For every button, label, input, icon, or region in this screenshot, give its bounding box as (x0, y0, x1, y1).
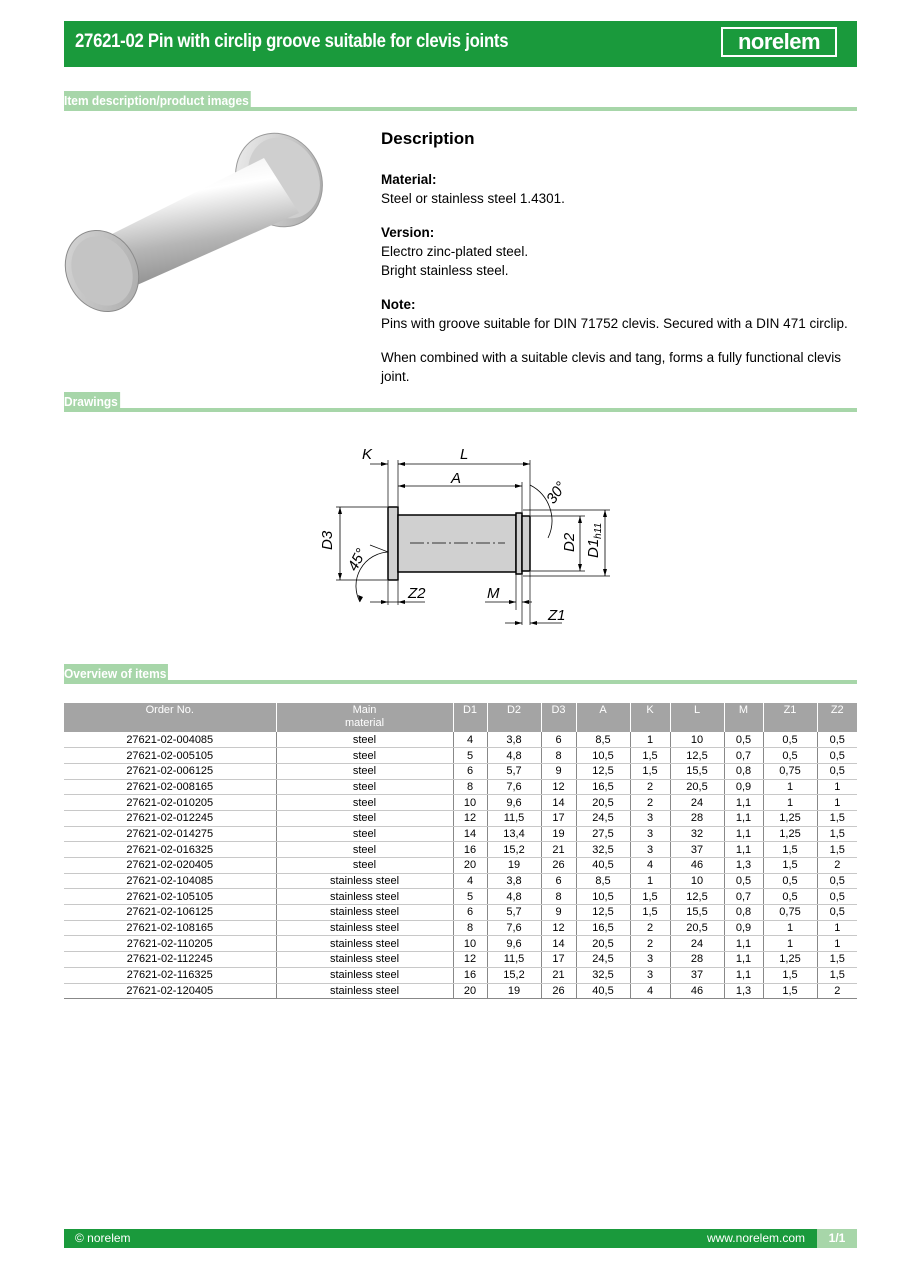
table-cell: 7,6 (487, 920, 541, 936)
table-cell: 10 (453, 936, 487, 952)
column-header[interactable]: Order No. (64, 703, 276, 732)
table-cell: 20 (453, 858, 487, 874)
order-number-cell: 27621-02-112245 (64, 952, 276, 968)
table-cell: 20,5 (670, 779, 724, 795)
table-cell: 20,5 (670, 920, 724, 936)
table-cell: 1,3 (724, 858, 763, 874)
order-number-cell: 27621-02-005105 (64, 748, 276, 764)
table-cell: 0,5 (763, 873, 817, 889)
table-cell: 1,5 (630, 748, 670, 764)
table-cell: 1,1 (724, 826, 763, 842)
dim-label-angle-30: 30° (543, 478, 571, 508)
table-cell: 37 (670, 967, 724, 983)
column-header[interactable]: D1 (453, 703, 487, 732)
table-cell: 0,5 (817, 732, 857, 748)
table-cell: 4 (630, 858, 670, 874)
column-header[interactable]: Main material (276, 703, 453, 732)
technical-drawing (300, 440, 620, 635)
table-cell: stainless steel (276, 920, 453, 936)
table-cell: 8 (541, 889, 576, 905)
table-cell: 0,5 (763, 748, 817, 764)
table-cell: steel (276, 795, 453, 811)
norelem-logo[interactable]: norelem (721, 27, 837, 57)
table-cell: 6 (541, 732, 576, 748)
table-cell: stainless steel (276, 936, 453, 952)
table-cell: 0,75 (763, 763, 817, 779)
table-cell: 6 (453, 905, 487, 921)
copyright: © norelem (75, 1231, 131, 1245)
table-cell: 26 (541, 858, 576, 874)
order-number-cell: 27621-02-116325 (64, 967, 276, 983)
table-cell: 1 (817, 920, 857, 936)
order-number-cell: 27621-02-108165 (64, 920, 276, 936)
dim-label-m: M (487, 585, 500, 602)
product-image (64, 128, 326, 328)
table-cell: steel (276, 826, 453, 842)
table-cell: 9,6 (487, 936, 541, 952)
table-cell: 14 (541, 936, 576, 952)
order-number-cell: 27621-02-010205 (64, 795, 276, 811)
table-cell: 1,5 (763, 967, 817, 983)
table-cell: 12 (453, 952, 487, 968)
table-cell: 28 (670, 952, 724, 968)
table-cell: 5,7 (487, 905, 541, 921)
table-cell: 2 (630, 795, 670, 811)
table-cell: 1,5 (817, 967, 857, 983)
note-line: Pins with groove suitable for DIN 71752 clevis. Secured with a DIN 471 circlip. (381, 316, 848, 331)
table-cell: steel (276, 779, 453, 795)
table-cell: 16,5 (576, 779, 630, 795)
table-row[interactable] (64, 779, 857, 795)
dim-label-d2: D2 (561, 532, 578, 552)
table-cell: 1,5 (630, 889, 670, 905)
order-number-cell: 27621-02-012245 (64, 810, 276, 826)
table-cell: 2 (817, 858, 857, 874)
table-cell: 8 (453, 779, 487, 795)
section-overview (64, 664, 857, 684)
table-cell: 0,7 (724, 748, 763, 764)
table-cell: 27,5 (576, 826, 630, 842)
table-row[interactable] (64, 983, 857, 999)
table-cell: 1 (763, 779, 817, 795)
table-cell: 10 (453, 795, 487, 811)
table-cell: stainless steel (276, 873, 453, 889)
table-row[interactable] (64, 763, 857, 779)
table-cell: 4 (453, 873, 487, 889)
table-cell: 1,5 (763, 983, 817, 999)
column-header[interactable]: D2 (487, 703, 541, 732)
table-cell: 3 (630, 967, 670, 983)
table-cell: 1,1 (724, 810, 763, 826)
order-number-cell: 27621-02-006125 (64, 763, 276, 779)
table-cell: 3 (630, 842, 670, 858)
table-cell: 1 (817, 936, 857, 952)
section-title: Item description/product images (64, 91, 251, 111)
table-cell: 3 (630, 810, 670, 826)
dim-label-z2: Z2 (408, 585, 426, 602)
table-cell: 4 (453, 732, 487, 748)
table-cell: 32,5 (576, 842, 630, 858)
dim-label-angle-45: 45° (344, 545, 371, 574)
table-cell: 1,5 (817, 826, 857, 842)
table-cell: 0,5 (724, 732, 763, 748)
section-drawings (64, 392, 857, 412)
table-cell: 8,5 (576, 873, 630, 889)
table-cell: 1,5 (630, 905, 670, 921)
table-cell: 3,8 (487, 873, 541, 889)
table-cell: 0,5 (817, 873, 857, 889)
table-cell: 46 (670, 858, 724, 874)
table-cell: 3 (630, 826, 670, 842)
table-cell: 6 (541, 873, 576, 889)
table-cell: 1,5 (817, 810, 857, 826)
table-row[interactable] (64, 748, 857, 764)
table-cell: 6 (453, 763, 487, 779)
column-header[interactable]: K (630, 703, 670, 732)
table-cell: 9 (541, 763, 576, 779)
material-text: Steel or stainless steel 1.4301. (381, 191, 565, 206)
table-cell: 0,9 (724, 779, 763, 795)
order-number-cell: 27621-02-004085 (64, 732, 276, 748)
table-cell: 2 (630, 920, 670, 936)
table-cell: 16 (453, 967, 487, 983)
table-cell: 14 (541, 795, 576, 811)
page-header (64, 21, 857, 67)
table-cell: 12,5 (670, 889, 724, 905)
table-cell: 0,9 (724, 920, 763, 936)
table-cell: 20,5 (576, 936, 630, 952)
table-cell: 17 (541, 952, 576, 968)
table-cell: 0,7 (724, 889, 763, 905)
page-title: 27621-02 Pin with circlip groove suitable for clevis joints (75, 31, 509, 52)
table-cell: 0,5 (763, 889, 817, 905)
table-row[interactable] (64, 936, 857, 952)
table-cell: 4 (630, 983, 670, 999)
table-cell: 4,8 (487, 889, 541, 905)
table-cell: 40,5 (576, 858, 630, 874)
table-cell: stainless steel (276, 967, 453, 983)
section-title: Overview of items (64, 664, 168, 684)
table-row[interactable] (64, 810, 857, 826)
table-cell: 1,1 (724, 795, 763, 811)
table-cell: steel (276, 810, 453, 826)
table-cell: 10,5 (576, 889, 630, 905)
dim-label-a: A (451, 470, 462, 487)
table-cell: 4,8 (487, 748, 541, 764)
table-cell: stainless steel (276, 905, 453, 921)
table-cell: 19 (541, 826, 576, 842)
table-cell: 1 (630, 873, 670, 889)
table-cell: steel (276, 858, 453, 874)
table-cell: 11,5 (487, 810, 541, 826)
column-header[interactable]: L (670, 703, 724, 732)
table-cell: 12,5 (576, 763, 630, 779)
table-cell: 2 (630, 936, 670, 952)
version-line: Electro zinc-plated steel. (381, 244, 529, 259)
table-cell: 1 (817, 795, 857, 811)
table-cell: stainless steel (276, 889, 453, 905)
dim-label-d3: D3 (319, 530, 336, 550)
table-cell: 3,8 (487, 732, 541, 748)
table-cell: 19 (487, 858, 541, 874)
table-row[interactable] (64, 826, 857, 842)
table-cell: 12 (453, 810, 487, 826)
table-cell: 1,25 (763, 826, 817, 842)
note-label: Note: (381, 297, 416, 312)
page-footer (64, 1229, 857, 1248)
table-cell: 1,1 (724, 952, 763, 968)
table-cell: 1 (817, 779, 857, 795)
table-cell: stainless steel (276, 983, 453, 999)
version-label: Version: (381, 225, 435, 240)
table-row[interactable] (64, 873, 857, 889)
table-cell: 5 (453, 889, 487, 905)
section-item-description (64, 91, 857, 111)
table-cell: 14 (453, 826, 487, 842)
table-row[interactable] (64, 920, 857, 936)
order-number-cell: 27621-02-104085 (64, 873, 276, 889)
table-cell: steel (276, 748, 453, 764)
table-cell: 24,5 (576, 810, 630, 826)
table-cell: 16 (453, 842, 487, 858)
table-cell: 9,6 (487, 795, 541, 811)
order-number-cell: 27621-02-020405 (64, 858, 276, 874)
table-cell: 10,5 (576, 748, 630, 764)
table-cell: 24,5 (576, 952, 630, 968)
table-cell: steel (276, 732, 453, 748)
table-cell: 8 (541, 748, 576, 764)
table-cell: 28 (670, 810, 724, 826)
table-cell: 1,1 (724, 842, 763, 858)
table-cell: 20,5 (576, 795, 630, 811)
dim-label-l: L (460, 446, 469, 463)
table-cell: 12 (541, 920, 576, 936)
table-cell: 2 (817, 983, 857, 999)
table-cell: 13,4 (487, 826, 541, 842)
table-cell: 1 (630, 732, 670, 748)
table-cell: 0,5 (817, 763, 857, 779)
note-line: When combined with a suitable clevis and tang, forms a fully functional clevis joint. (381, 350, 841, 384)
table-body (64, 732, 857, 999)
table-row[interactable] (64, 967, 857, 983)
table-cell: 0,5 (817, 905, 857, 921)
table-cell: 46 (670, 983, 724, 999)
table-cell: steel (276, 763, 453, 779)
table-cell: 37 (670, 842, 724, 858)
table-cell: 0,8 (724, 905, 763, 921)
order-number-cell: 27621-02-008165 (64, 779, 276, 795)
table-row[interactable] (64, 905, 857, 921)
table-row[interactable] (64, 952, 857, 968)
table-cell: 32 (670, 826, 724, 842)
table-row[interactable] (64, 842, 857, 858)
order-number-cell: 27621-02-014275 (64, 826, 276, 842)
table-cell: 0,5 (763, 732, 817, 748)
table-cell: 0,75 (763, 905, 817, 921)
version-line: Bright stainless steel. (381, 263, 509, 278)
table-cell: 15,2 (487, 967, 541, 983)
table-cell: 2 (630, 779, 670, 795)
page-number: 1/1 (817, 1229, 857, 1248)
table-cell: 7,6 (487, 779, 541, 795)
table-cell: 0,5 (817, 889, 857, 905)
table-cell: 1,5 (817, 842, 857, 858)
table-cell: 17 (541, 810, 576, 826)
table-cell: 12 (541, 779, 576, 795)
table-cell: 5 (453, 748, 487, 764)
table-cell: stainless steel (276, 952, 453, 968)
table-cell: 16,5 (576, 920, 630, 936)
table-cell: 1 (763, 920, 817, 936)
table-row[interactable] (64, 732, 857, 748)
order-number-cell: 27621-02-016325 (64, 842, 276, 858)
table-cell: 1,25 (763, 810, 817, 826)
description-heading: Description (381, 129, 475, 148)
table-cell: 1,1 (724, 936, 763, 952)
dim-label-d1: $D1_{h11}$ (585, 522, 604, 558)
table-cell: 1,5 (817, 952, 857, 968)
table-row[interactable] (64, 858, 857, 874)
table-cell: 40,5 (576, 983, 630, 999)
table-cell: 32,5 (576, 967, 630, 983)
order-number-cell: 27621-02-110205 (64, 936, 276, 952)
table-cell: 15,5 (670, 905, 724, 921)
description-panel (381, 128, 861, 401)
website-link[interactable]: www.norelem.com (706, 1231, 805, 1245)
table-cell: 3 (630, 952, 670, 968)
table-cell: 1,25 (763, 952, 817, 968)
table-cell: 12,5 (670, 748, 724, 764)
items-table (64, 703, 857, 999)
table-cell: 26 (541, 983, 576, 999)
table-cell: 24 (670, 936, 724, 952)
table-cell: 1,5 (763, 842, 817, 858)
column-header[interactable]: Z2 (817, 703, 857, 732)
table-cell: 10 (670, 732, 724, 748)
table-row[interactable] (64, 795, 857, 811)
dim-label-z1: Z1 (548, 607, 566, 624)
order-number-cell: 27621-02-105105 (64, 889, 276, 905)
section-title: Drawings (64, 392, 120, 412)
table-cell: 12,5 (576, 905, 630, 921)
column-header[interactable]: M (724, 703, 763, 732)
table-cell: 0,8 (724, 763, 763, 779)
table-cell: 1,3 (724, 983, 763, 999)
table-cell: 19 (487, 983, 541, 999)
table-cell: steel (276, 842, 453, 858)
column-header[interactable]: Z1 (763, 703, 817, 732)
column-header[interactable]: A (576, 703, 630, 732)
material-label: Material: (381, 172, 437, 187)
table-cell: 1,5 (630, 763, 670, 779)
table-cell: 15,5 (670, 763, 724, 779)
table-cell: 20 (453, 983, 487, 999)
table-cell: 1 (763, 936, 817, 952)
table-cell: 21 (541, 967, 576, 983)
column-header[interactable]: D3 (541, 703, 576, 732)
order-number-cell: 27621-02-106125 (64, 905, 276, 921)
table-cell: 10 (670, 873, 724, 889)
table-cell: 5,7 (487, 763, 541, 779)
dim-label-k: K (362, 446, 373, 463)
table-cell: 8,5 (576, 732, 630, 748)
table-header-row (64, 703, 857, 732)
table-row[interactable] (64, 889, 857, 905)
table-cell: 24 (670, 795, 724, 811)
table-cell: 8 (453, 920, 487, 936)
table-cell: 1 (763, 795, 817, 811)
table-cell: 9 (541, 905, 576, 921)
order-number-cell: 27621-02-120405 (64, 983, 276, 999)
table-cell: 1,1 (724, 967, 763, 983)
table-cell: 0,5 (724, 873, 763, 889)
table-cell: 11,5 (487, 952, 541, 968)
table-cell: 1,5 (763, 858, 817, 874)
table-cell: 0,5 (817, 748, 857, 764)
table-cell: 15,2 (487, 842, 541, 858)
table-cell: 21 (541, 842, 576, 858)
